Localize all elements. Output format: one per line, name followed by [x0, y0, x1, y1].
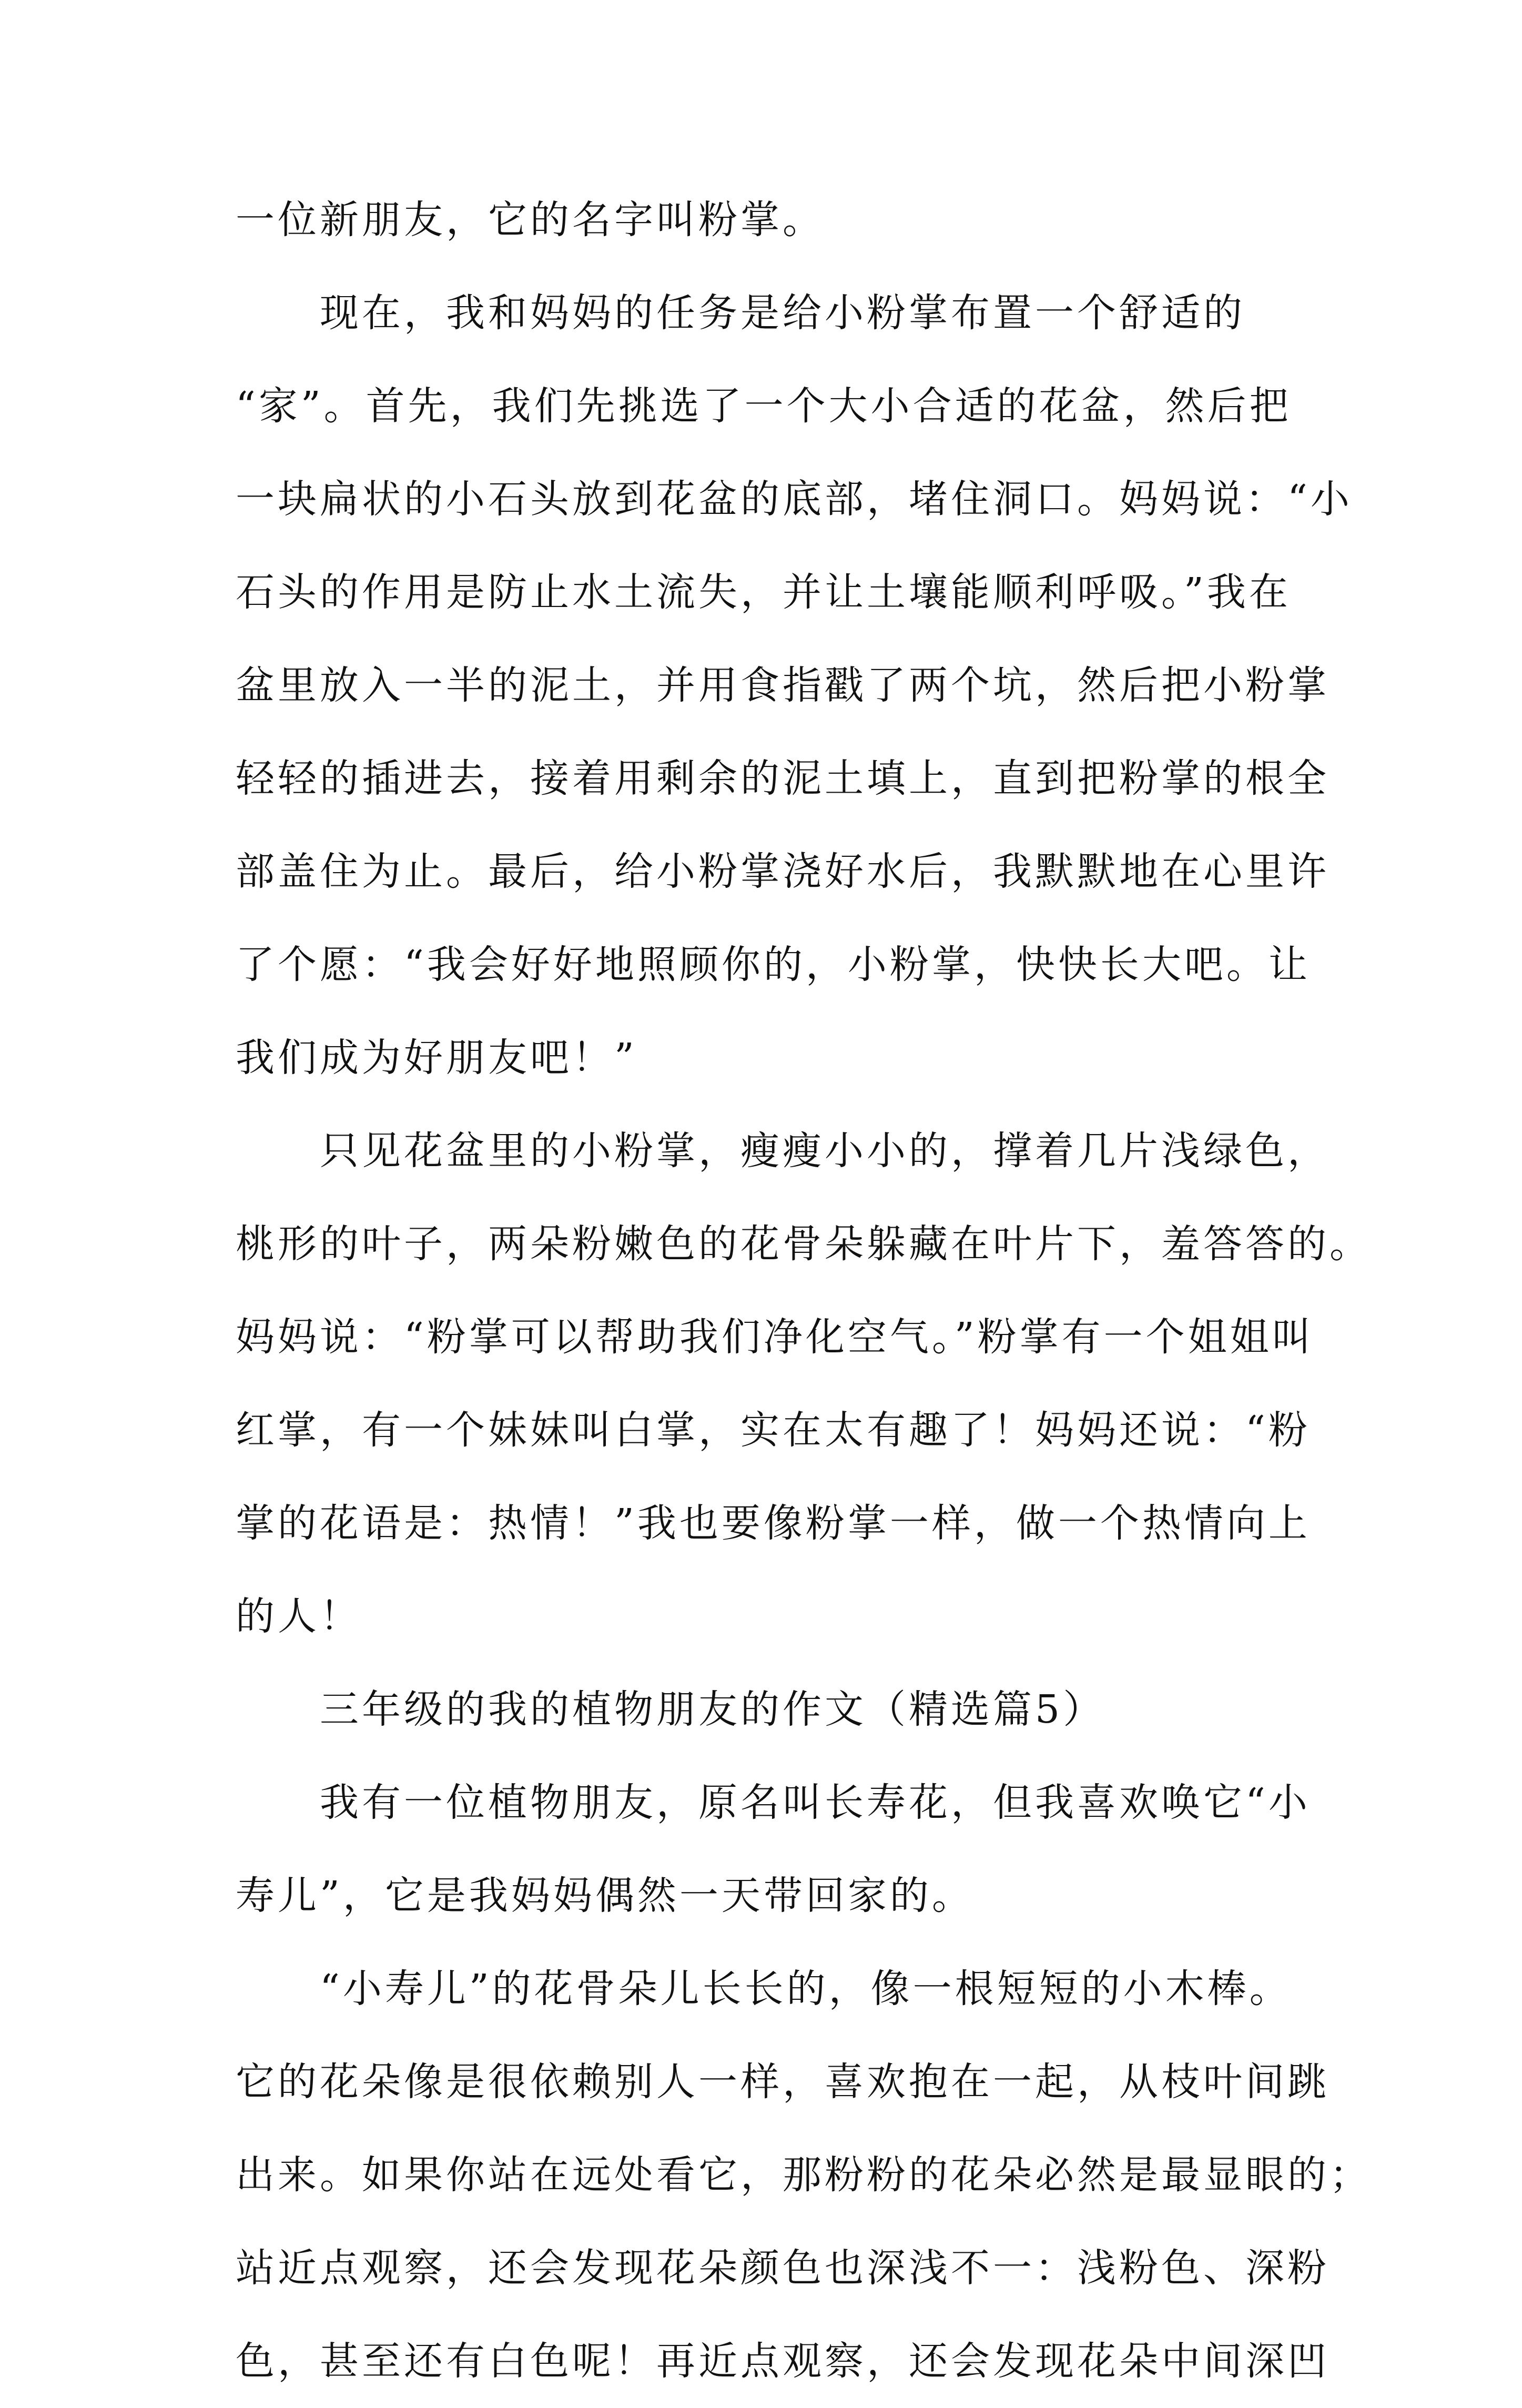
text-line: 轻轻的插进去，接着用剩余的泥土填上，直到把粉掌的根全	[236, 756, 1330, 801]
paragraph-start-line: “小寿儿”的花骨朵儿长长的，像一根短短的小木棒。	[320, 1966, 1292, 2011]
text-line: 妈妈说：“粉掌可以帮助我们净化空气。”粉掌有一个姐姐叫	[236, 1314, 1314, 1360]
section-heading: 三年级的我的植物朋友的作文（精选篇5）	[320, 1687, 1105, 1732]
text-line: 一位新朋友，它的名字叫粉掌。	[236, 197, 825, 242]
text-line: 掌的花语是：热情！”我也要像粉掌一样，做一个热情向上	[236, 1501, 1311, 1546]
text-line: 桃形的叶子，两朵粉嫩色的花骨朵躲藏在叶片下，羞答答的。	[236, 1221, 1372, 1267]
text-line: 出来。如果你站在远处看它，那粉粉的花朵必然是最显眼的；	[236, 2152, 1372, 2198]
text-line: 色，甚至还有白色呢！再近点观察，还会发现花朵中间深凹	[236, 2339, 1330, 2384]
text-line: 它的花朵像是很依赖别人一样，喜欢抱在一起，从枝叶间跳	[236, 2059, 1330, 2105]
article-body	[236, 174, 1372, 2408]
text-line: 寿儿”，它是我妈妈偶然一天带回家的。	[236, 1873, 974, 1918]
paragraph-start-line: 我有一位植物朋友，原名叫长寿花，但我喜欢唤它“小	[320, 1780, 1311, 1825]
text-line: 红掌，有一个妹妹叫白掌，实在太有趣了！妈妈还说：“粉	[236, 1408, 1311, 1453]
paragraph-start-line: 现在，我和妈妈的任务是给小粉掌布置一个舒适的	[320, 290, 1245, 336]
text-line: 盆里放入一半的泥土，并用食指戳了两个坑，然后把小粉掌	[236, 663, 1330, 708]
text-line: 站近点观察，还会发现花朵颜色也深浅不一：浅粉色、深粉	[236, 2245, 1330, 2291]
text-line: “家”。首先，我们先挑选了一个大小合适的花盆，然后把	[236, 383, 1292, 429]
paragraph-start-line: 只见花盆里的小粉掌，瘦瘦小小的，撑着几片浅绿色，	[320, 1128, 1330, 1173]
text-line: 了个愿：“我会好好地照顾你的，小粉掌，快快长大吧。让	[236, 942, 1311, 987]
text-line: 一块扁状的小石头放到花盆的底部，堵住洞口。妈妈说：“小	[236, 477, 1353, 522]
text-line: 部盖住为止。最后，给小粉掌浇好水后，我默默地在心里许	[236, 849, 1330, 894]
text-line: 的人！	[236, 1594, 362, 1639]
text-line: 我们成为好朋友吧！”	[236, 1035, 637, 1080]
text-line: 石头的作用是防止水土流失，并让土壤能顺利呼吸。”我在	[236, 570, 1291, 615]
